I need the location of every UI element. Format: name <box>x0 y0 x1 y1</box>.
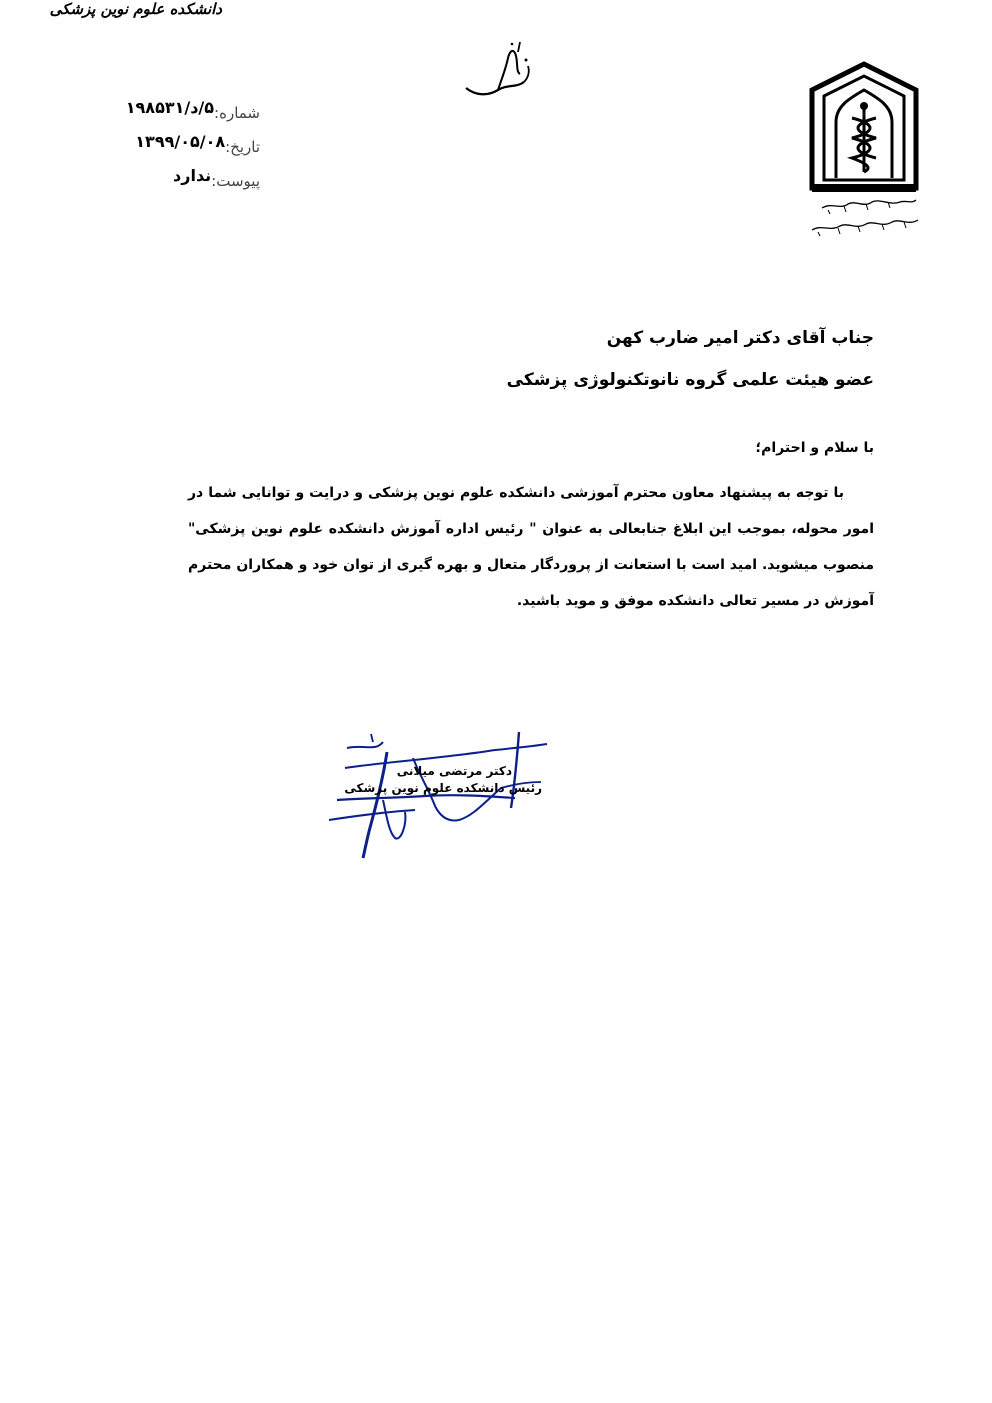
addressee-position: عضو هیئت علمی گروه نانوتکنولوژی پزشکی <box>506 370 874 390</box>
body-paragraph: با توجه به پیشنهاد معاون محترم آموزشی دانشکده علوم نوین پزشکی و درایت و توانایی شما در امور محوله، بموجب این ابلاغ جنابعالی به عنوان " رئیس اداره آموزش دانشکده علوم نوین پزشکی" منصوب میشوید. امید است با استعانت از پروردگار متعال و بهره گیری از توان خود و همکاران محترم آموزش در مسیر تعالی دانشکده موفق و موید باشید. <box>188 485 874 609</box>
school-name: دانشکده علوم نوین پزشکی <box>49 0 222 18</box>
university-handwritten-name <box>808 196 923 246</box>
addressee-name: جناب آقای دکتر امیر ضارب کهن <box>606 328 874 348</box>
reference-date-value: ۱۳۹۹/۰۵/۰۸ <box>135 132 226 151</box>
initial-mark-icon <box>458 38 538 108</box>
reference-number-label: شماره: <box>214 104 260 122</box>
reference-attachment-value: ندارد <box>173 166 212 185</box>
reference-attachment-label: پیوست: <box>211 172 260 190</box>
signature-icon <box>325 728 565 873</box>
greeting: با سلام و احترام؛ <box>755 440 874 456</box>
university-logo-icon <box>808 60 920 195</box>
reference-attachment-row <box>100 166 260 190</box>
reference-number-row <box>100 98 260 122</box>
signer-title: رئیس دانشکده علوم نوین پزشکی <box>344 781 542 795</box>
reference-date-label: تاریخ: <box>225 138 260 156</box>
reference-number-value: ۵/د/۱۹۸۵۳۱ <box>125 98 215 117</box>
letter-body <box>188 475 874 619</box>
reference-date-row <box>100 132 260 156</box>
signer-name: دکتر مرتضی میلانی <box>396 764 512 778</box>
